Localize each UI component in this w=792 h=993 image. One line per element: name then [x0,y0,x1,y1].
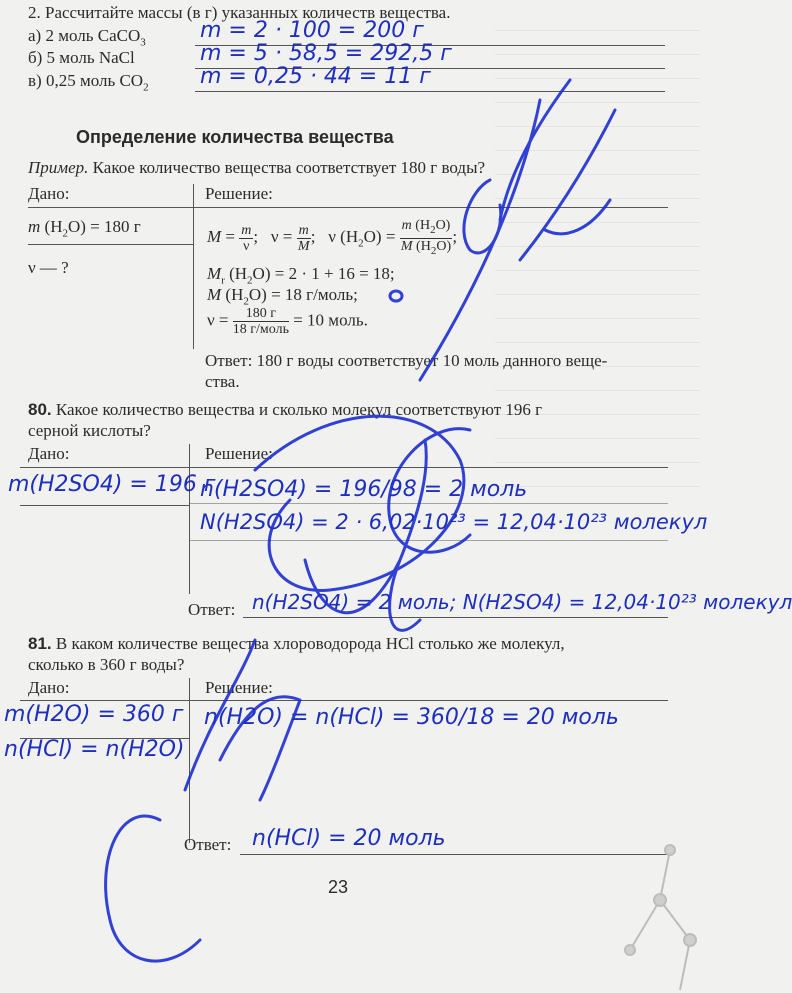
example-answer-line1: Ответ: 180 г воды соответствует 10 моль данного веще- [205,351,608,370]
task2-c-label: в) 0,25 моль $CO_2$ [28,71,149,94]
task81-solution-header: Решение: [205,678,273,697]
task81-given-header: Дано: [28,678,70,697]
task2-a-answer: m = 2 · 100 = 200 г [200,18,424,43]
page-number: 23 [328,877,349,897]
task80-question-line1: 80. Какое количество вещества и сколько молекул соответствуют 196 г [28,400,543,419]
task80-given-header: Дано: [28,444,70,463]
task81-hw-solution: n(H2O) = n(HCl) = 360/18 = 20 моль [204,705,619,730]
task81-hw-given-2: n(HCl) = n(H2O) [4,737,185,762]
example-answer-line2: ства. [205,372,240,391]
task80-hw-solution-1: n(H2SO4) = 196/98 = 2 моль [200,477,528,502]
task2-c-answer: m = 0,25 · 44 = 11 г [200,64,431,89]
task80-hw-answer: n(H2SO4) = 2 моль; N(H2SO4) = 12,04·10²³ молекул [252,590,792,614]
example-given-header: Дано: [28,184,70,203]
task81-hw-answer: n(HCl) = 20 моль [252,826,446,851]
task81-hw-given-1: m(H2O) = 360 г [4,702,184,727]
task81-answer-label: Ответ: [184,835,232,854]
example-equation-4: ν = $\frac{180 г}{\text{18 г/моль}}$ = 10 моль. [207,306,368,337]
task2-title: 2. Рассчитайте массы (в г) указанных количеств вещества. [28,3,451,22]
example-given-unknown: ν — ? [28,258,69,277]
example-given-mass: m $(H_2O) = 180$ г [28,217,141,240]
example-intro: Пример. Какое количество вещества соответствует 180 г воды? [28,158,486,177]
task80-hw-given: m(H2SO4) = 196 г [8,472,216,497]
task2-a-label: а) 2 моль CaCO$_3$ [28,26,146,49]
task80-question-line2: серной кислоты? [28,421,151,440]
task81-question-line2: сколько в 360 г воды? [28,655,185,674]
section-heading: Определение количества вещества [76,127,394,147]
task2-b-answer: m = 5 · 58,5 = 292,5 г [200,41,452,66]
task80-solution-header: Решение: [205,444,273,463]
task2-b-label: б) 5 моль NaCl [28,48,135,67]
example-solution-header: Решение: [205,184,273,203]
molecule-decoration-icon [620,830,700,993]
example-equation-2: $M_r$ $(H_2O) = 2 \cdot 1 + 16 = 18$; [207,264,395,287]
example-equation-1: M = $\frac{m}{\nu}$ ; ν = $\frac{m}{M}$ ; ν $(H_2O)$ = $\frac{m (H_2O)}{M (H_2O)}$ ; [207,218,458,257]
task80-answer-label: Ответ: [188,600,236,619]
example-equation-3: M $(H_2O) = 18$ г/моль; [207,285,358,308]
task80-hw-solution-2: N(H2SO4) = 2 · 6,02·10²³ = 12,04·10²³ молекул [200,510,708,534]
task81-question-line1: 81. В каком количестве вещества хлороводорода HCl столько же молекул, [28,634,565,653]
